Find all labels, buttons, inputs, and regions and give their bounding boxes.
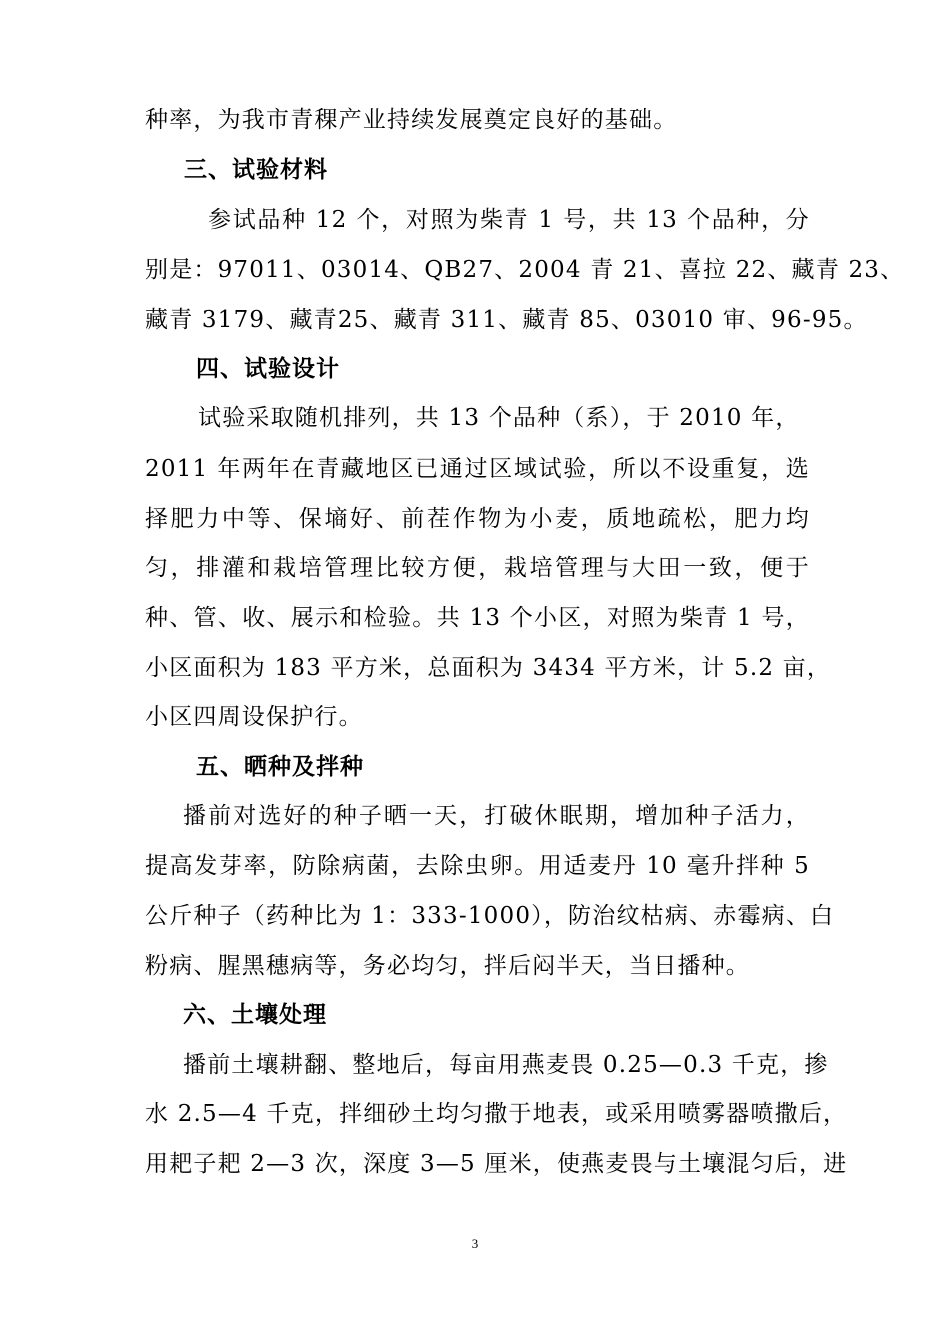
section-heading-3: 三、试验材料: [184, 157, 328, 183]
section-heading-4: 四、试验设计: [196, 356, 340, 382]
body-line: 种、管、收、展示和检验。共 13 个小区，对照为柴青 1 号，: [145, 605, 810, 631]
body-line: 择肥力中等、保墒好、前茬作物为小麦，质地疏松，肥力均: [145, 506, 810, 532]
body-line: 2011 年两年在青藏地区已通过区域试验，所以不设重复，选: [145, 456, 810, 482]
body-line: 小区四周设保护行。: [145, 704, 363, 730]
body-line: 播前土壤耕翻、整地后，每亩用燕麦畏 0.25—0.3 千克，掺: [183, 1052, 829, 1078]
body-line: 匀，排灌和栽培管理比较方便，栽培管理与大田一致，便于: [145, 555, 810, 581]
body-line: 参试品种 12 个，对照为柴青 1 号，共 13 个品种，分: [208, 207, 810, 233]
body-line: 藏青 3179、藏青25、藏青 311、藏青 85、03010 审、96-95。: [145, 307, 868, 333]
body-line: 播前对选好的种子晒一天，打破休眠期，增加种子活力，: [183, 803, 810, 829]
body-line: 小区面积为 183 平方米，总面积为 3434 平方米，计 5.2 亩，: [145, 655, 832, 681]
section-heading-5: 五、晒种及拌种: [196, 754, 364, 780]
body-line: 提高发芽率，防除病菌，去除虫卵。用适麦丹 10 毫升拌种 5: [145, 853, 810, 879]
body-line: 别是：97011、03014、QB27、2004 青 21、喜拉 22、藏青 23、: [145, 257, 905, 283]
body-line: 粉病、腥黑穗病等，务必均匀，拌后闷半天，当日播种。: [145, 953, 750, 979]
body-line: 用耙子耙 2—3 次，深度 3—5 厘米，使燕麦畏与土壤混匀后，进: [145, 1151, 848, 1177]
section-heading-6: 六、土壤处理: [183, 1002, 327, 1028]
body-line: 水 2.5—4 千克，拌细砂土均匀撒于地表，或采用喷雾器喷撒后，: [145, 1101, 848, 1127]
body-line: 公斤种子（药种比为 1：333-1000），防治纹枯病、赤霉病、白: [145, 903, 835, 929]
body-line: 试验采取随机排列，共 13 个品种（系），于 2010 年，: [198, 405, 800, 431]
body-line: 种率，为我市青稞产业持续发展奠定良好的基础。: [145, 107, 678, 133]
page-number: 3: [471, 1236, 479, 1251]
